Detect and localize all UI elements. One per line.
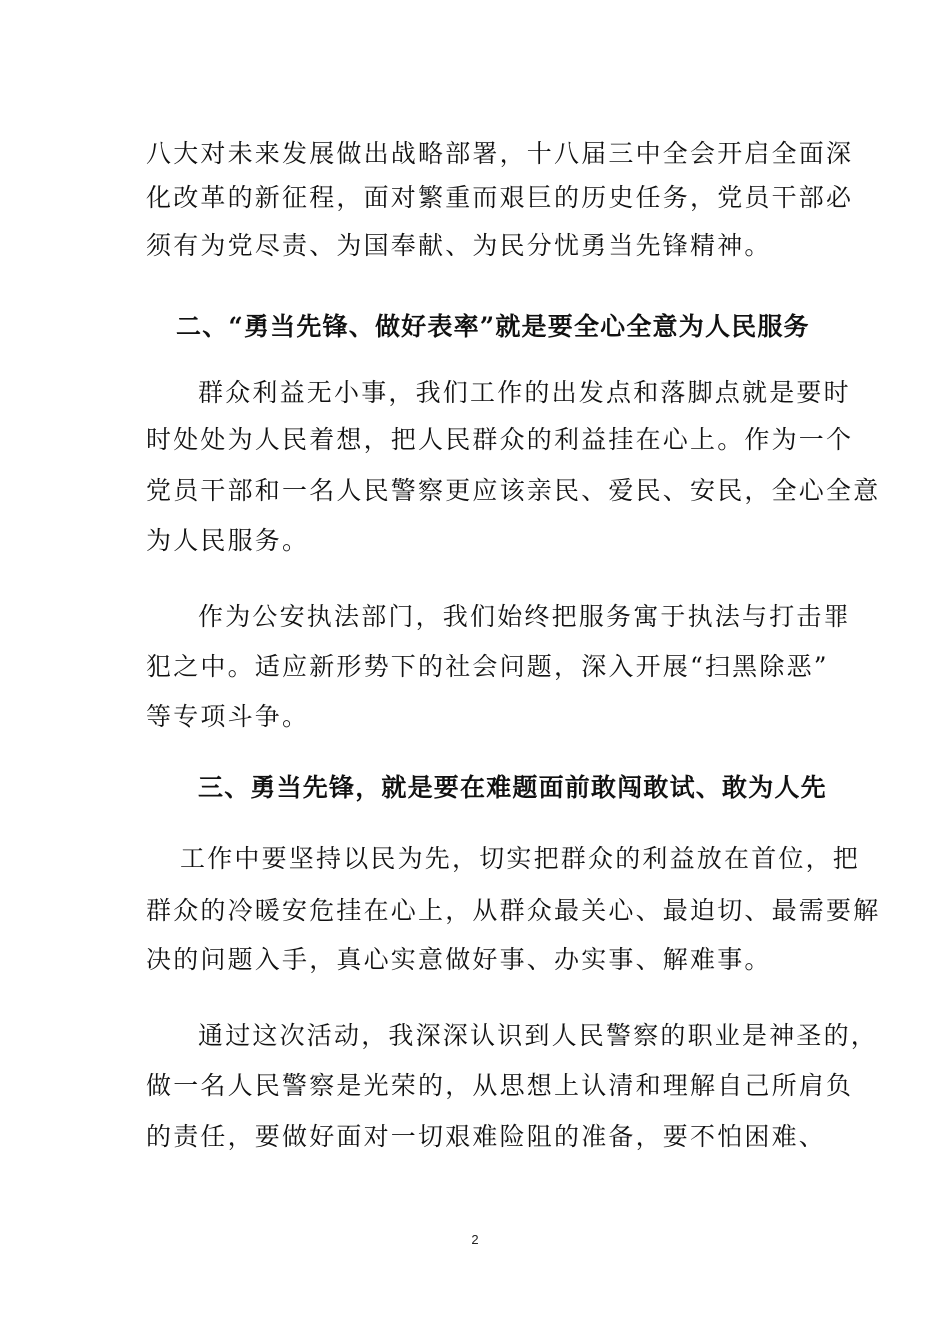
paragraph-line: 化改革的新征程，面对繁重而艰巨的历史任务，党员干部必 [146,183,854,212]
paragraph-line: 的责任，要做好面对一切艰难险阻的准备，要不怕困难、 [146,1122,827,1151]
paragraph-line: 作为公安执法部门，我们始终把服务寓于执法与打击罪 [198,602,851,631]
paragraph-line: 犯之中。适应新形势下的社会问题，深入开展“扫黑除恶” [146,652,829,681]
paragraph-line: 群众利益无小事，我们工作的出发点和落脚点就是要时 [198,378,851,407]
paragraph-line: 通过这次活动，我深深认识到人民警察的职业是神圣的， [198,1021,879,1050]
section-heading: 二、“勇当先锋、做好表率”就是要全心全意为人民服务 [176,312,810,341]
paragraph-line: 须有为党尽责、为国奉献、为民分忧勇当先锋精神。 [146,231,772,260]
paragraph-line: 决的问题入手，真心实意做好事、办实事、解难事。 [146,945,772,974]
paragraph-line: 党员干部和一名人民警察更应该亲民、爱民、安民，全心全意 [146,476,881,505]
paragraph-line: 等专项斗争。 [146,702,310,731]
paragraph-line: 群众的冷暖安危挂在心上，从群众最关心、最迫切、最需要解 [146,896,881,925]
paragraph-line: 八大对未来发展做出战略部署，十八届三中全会开启全面深 [146,139,854,168]
page-number: 2 [471,1232,479,1247]
section-heading: 三、勇当先锋，就是要在难题面前敢闯敢试、敢为人先 [198,773,827,802]
paragraph-line: 做一名人民警察是光荣的，从思想上认清和理解自己所肩负 [146,1071,854,1100]
paragraph-line: 时处处为人民着想，把人民群众的利益挂在心上。作为一个 [146,425,854,454]
paragraph-line: 为人民服务。 [146,526,310,555]
paragraph-line: 工作中要坚持以民为先，切实把群众的利益放在首位，把 [180,844,861,873]
